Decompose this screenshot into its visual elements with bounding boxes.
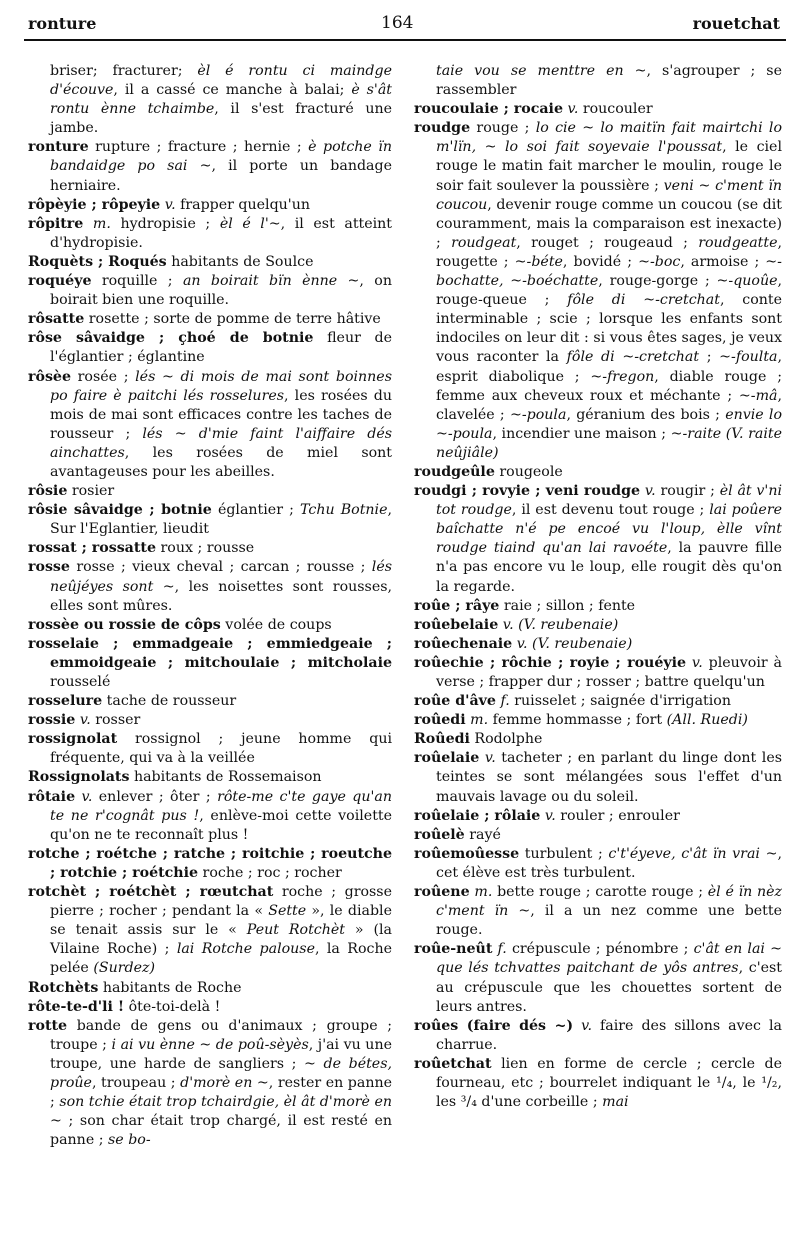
- dictionary-entry: roûemoûesse turbulent ; c't'éyeve, c'ât ïn vrai ~, cet élève est très turbulent.: [414, 845, 782, 881]
- dictionary-entry: rossat ; rossatte roux ; rousse: [28, 540, 255, 557]
- dictionary-entry: rossie v. rosser: [28, 712, 141, 729]
- dictionary-entry: rotchèt ; roétchèt ; rœutchat roche ; grosse pierre ; rocher ; pendant la « Sette », le diable se tenait assis sur le « Peut Rotchèt » (la Vilaine Roche) ; lai Rotche palouse, la Roche pelée (Surdez): [28, 884, 392, 977]
- dictionary-entry: rotche ; roétche ; ratche ; roitchie ; roeutche ; rotchie ; roétchie roche ; roc ; rocher: [28, 845, 392, 881]
- dictionary-entry: roucoulaie ; rocaie v. roucouler: [414, 101, 653, 118]
- dictionary-entry: roûes (faire dés ~) v. faire des sillons avec la charrue.: [414, 1017, 782, 1053]
- dictionary-entry: rotte bande de gens ou d'animaux ; groupe ; troupe ; i ai vu ènne ~ de poû-sèyès, j'ai vu une troupe, une harde de sangliers ; ~ de bétes, proûe, troupeau ; d'morè en ~, rester en panne ; son tchie était trop tchairdgie, èl ât d'morè en ~ ; son char était trop chargé, il est resté en panne ; se bo-: [28, 1017, 392, 1149]
- dictionary-entry: Rotchèts habitants de Roche: [28, 979, 242, 996]
- dictionary-entry: roûe d'âve f. ruisselet ; saignée d'irrigation: [414, 693, 731, 710]
- dictionary-entry: rôsatte rosette ; sorte de pomme de terre hâtive: [28, 311, 381, 328]
- dictionary-entry: roûelaie ; rôlaie v. rouler ; enrouler: [414, 807, 680, 824]
- dictionary-entry: roûelaie v. tacheter ; en parlant du linge dont les teintes se sont mélangées sous l'effet d'un mauvais lavage ou du soleil.: [414, 750, 782, 805]
- dictionary-entry: roûechenaie v. (V. reubenaie): [414, 635, 633, 652]
- dictionary-entry: roûelè rayé: [414, 826, 501, 843]
- page-header: [0, 0, 800, 40]
- dictionary-entry: rossèe ou rossie de côps volée de coups: [28, 616, 332, 633]
- entry-continuation: taie vou se menttre en ~, s'agrouper ; se rassembler: [436, 63, 782, 99]
- dictionary-entry: roudgeûle rougeole: [414, 463, 563, 480]
- dictionary-entry: roûetchat lien en forme de cercle ; cercle de fourneau, etc ; bourrelet indiquant le ¹/₄, le ¹/₂, les ³/₄ d'une corbeille ; mai: [414, 1055, 782, 1111]
- dictionary-entry: Roûedi Rodolphe: [414, 731, 543, 748]
- page-number: 164: [381, 13, 414, 33]
- dictionary-entry: roûe ; râye raie ; sillon ; fente: [414, 597, 636, 614]
- dictionary-entry: roûebelaie v. (V. reubenaie): [414, 616, 619, 633]
- dictionary-entry: rosselaie ; emmadgeaie ; emmiedgeaie ; emmoidgeaie ; mitchoulaie ; mitcholaie rousselé: [28, 635, 392, 690]
- dictionary-entry: rôtaie v. enlever ; ôter ; rôte-me c'te gaye qu'an te ne r'cognât pus !, enlève-moi cette voilette qu'on ne te reconnaît plus !: [28, 788, 392, 843]
- dictionary-entry: roudgi ; rovyie ; veni roudge v. rougir ; èl ât v'ni tot roudge, il est devenu tout rouge ; lai poûere baîchatte n'é pe encoé vu l'loup, èlle vînt roudge tiaind qu'an lai ravoéte, la pauvre fille n'a pas encore vu le loup, elle rougit dès qu'on la regarde.: [414, 483, 783, 595]
- dictionary-entry: Rossignolats habitants de Rossemaison: [28, 769, 322, 786]
- dictionary-entry: rôpitre m. hydropisie ; èl é l'~, il est atteint d'hydropisie.: [28, 215, 392, 251]
- dictionary-entry: roquéye roquille ; an boirait bïn ènne ~, on boirait bien une roquille.: [28, 273, 392, 309]
- dictionary-entry: rôsèe rosée ; lés ~ di mois de mai sont boinnes po faire è paitchi lés rosselures, les rosées du mois de mai sont efficaces contre les taches de rousseur ; lés ~ d'mie faint l'aiffaire dés ainchattes, les rosées de miel sont avantageuses pour les abeilles.: [28, 368, 392, 480]
- left-column: [28, 62, 392, 1150]
- running-head-left: ronture: [28, 14, 97, 33]
- dictionary-entry: roudge rouge ; lo cie ~ lo maitïn fait mairtchi lo m'lïn, ~ lo soi fait soyevaie l'poussat, le ciel rouge le matin fait marcher le moulin, rouge le soir fait soulever la poussière ; veni ~ c'ment ïn coucou, devenir rouge comme un coucou (se dit couramment, mais la comparaison est inexacte) ; roudgeat, rouget ; rougeaud ; roudgeatte, rougette ; ~-béte, bovidé ; ~-boc, armoise ; ~-bochatte, ~-boéchatte, rouge-gorge ; ~-quoûe, rouge-queue ; fôle di ~-cretchat, conte interminable ; scie ; lorsque les enfants sont indociles on leur dit : si vous êtes sages, je veux vous raconter la fôle di ~-cretchat ; ~-foulta, esprit diabolique ; ~-fregon, diable rouge ; femme aux cheveux roux et méchante ; ~-mâ, clavelée ; ~-poula, géranium des bois ; envie lo ~-poula, incendier une maison ; ~-raite (V. raite neûjiâle): [414, 120, 783, 461]
- dictionary-entry: rôse sâvaidge ; çhoé de botnie fleur de l'églantier ; églantine: [28, 330, 392, 366]
- dictionary-entry: Roquèts ; Roqués habitants de Soulce: [28, 253, 314, 270]
- dictionary-entry: rôsie rosier: [28, 483, 115, 500]
- dictionary-entry: rôte-te-d'li ! ôte-toi-delà !: [28, 998, 221, 1015]
- header-rule: [24, 39, 786, 41]
- entry-continuation: briser; fracturer; èl é rontu ci maindge d'écouve, il a cassé ce manche à balai; è s'ât rontu ènne tchaimbe, il s'est fracturé une jambe.: [50, 63, 392, 137]
- dictionary-entry: roûene m. bette rouge ; carotte rouge ; èl é ïn nèz c'ment ïn ~, il a un nez comme une bette rouge.: [414, 884, 782, 939]
- dictionary-entry: ronture rupture ; fracture ; hernie ; è potche ïn bandaidge po sai ~, il porte un bandage herniaire.: [28, 139, 392, 194]
- dictionary-entry: rôsie sâvaidge ; botnie églantier ; Tchu Botnie, Sur l'Eglantier, lieudit: [28, 502, 393, 538]
- dictionary-entry: rosselure tache de rousseur: [28, 693, 237, 710]
- right-column: [414, 62, 782, 1112]
- dictionary-entry: rossignolat rossignol ; jeune homme qui fréquente, qui va à la veillée: [28, 731, 392, 767]
- dictionary-entry: rosse rosse ; vieux cheval ; carcan ; rousse ; lés neûjéyes sont ~, les noisettes sont rousses, elles sont mûres.: [28, 559, 393, 614]
- dictionary-entry: roûedi m. femme hommasse ; fort (All. Ruedi): [414, 712, 748, 729]
- running-head-right: rouetchat: [692, 14, 780, 33]
- dictionary-entry: roûechie ; rôchie ; royie ; rouéyie v. pleuvoir à verse ; frapper dur ; rosser ; battre quelqu'un: [414, 654, 782, 690]
- dictionary-entry: rôpèyie ; rôpeyie v. frapper quelqu'un: [28, 196, 310, 213]
- dictionary-entry: roûe-neût f. crépuscule ; pénombre ; c'ât en lai ~ que lés tchvattes paitchant de yôs antres, c'est au crépuscule que les chouettes sortent de leurs antres.: [414, 941, 783, 1015]
